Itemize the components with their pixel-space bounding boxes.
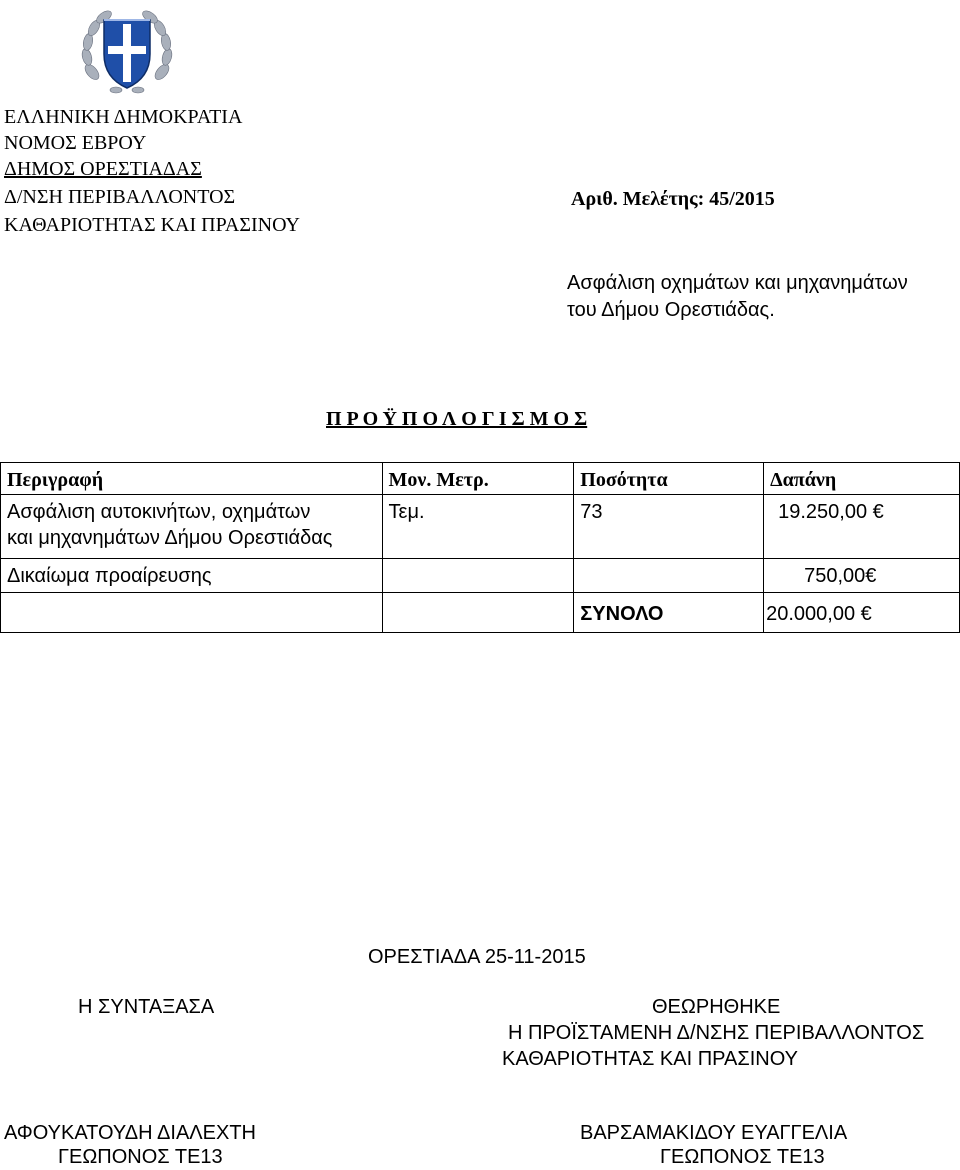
budget-table xyxy=(0,462,960,633)
header-unit: Μον. Μετρ. xyxy=(382,463,574,495)
total-empty-2 xyxy=(382,593,574,633)
table-header-row xyxy=(1,463,960,495)
row1-description xyxy=(1,495,383,559)
table-row xyxy=(1,495,960,559)
row1-description-line1: Ασφάλιση αυτοκινήτων, οχημάτων xyxy=(7,501,311,523)
director-role-cont: ΚΑΘΑΡΙΟΤΗΤΑΣ ΚΑΙ ΠΡΑΣΙΝΟΥ xyxy=(502,1048,798,1070)
author-title: ΓΕΩΠΟΝΟΣ ΤΕ13 xyxy=(58,1146,223,1168)
header-prefecture: ΝΟΜΟΣ ΕΒΡΟΥ xyxy=(4,132,147,154)
row1-description-line2: και μηχανημάτων Δήμου Ορεστιάδας xyxy=(7,527,333,549)
greek-coat-of-arms-emblem xyxy=(78,2,176,100)
header-directorate-cont: ΚΑΘΑΡΙΟΤΗΤΑΣ ΚΑΙ ΠΡΑΣΙΝΟΥ xyxy=(4,214,300,236)
total-label: ΣΥΝΟΛΟ xyxy=(574,593,764,633)
table-total-row xyxy=(1,593,960,633)
director-role: Η ΠΡΟΪΣΤΑΜΕΝΗ Δ/ΝΣΗΣ ΠΕΡΙΒΑΛΛΟΝΤΟΣ xyxy=(508,1022,925,1044)
header-cost: Δαπάνη xyxy=(764,463,960,495)
page-title: Π Ρ Ο Ϋ Π Ο Λ Ο Γ Ι Σ Μ Ο Σ xyxy=(326,408,588,430)
subject-line1: Ασφάλιση οχημάτων και μηχανημάτων xyxy=(567,272,908,294)
row2-description: Δικαίωμα προαίρευσης xyxy=(1,559,383,593)
row1-unit: Τεμ. xyxy=(382,495,574,559)
director-title: ΓΕΩΠΟΝΟΣ ΤΕ13 xyxy=(660,1146,825,1168)
header-quantity: Ποσότητα xyxy=(574,463,764,495)
subject-line2: του Δήμου Ορεστιάδας. xyxy=(567,299,775,321)
place-date: ΟΡΕΣΤΙΑΔΑ 25-11-2015 xyxy=(368,946,586,968)
header-description: Περιγραφή xyxy=(1,463,383,495)
author-role: Η ΣΥΝΤΑΞΑΣΑ xyxy=(78,996,215,1018)
header-municipality: ΔΗΜΟΣ ΟΡΕΣΤΙΑΔΑΣ xyxy=(4,158,202,180)
header-country: ΕΛΛΗΝΙΚΗ ΔΗΜΟΚΡΑΤΙΑ xyxy=(4,106,243,128)
author-name: ΑΦΟΥΚΑΤΟΥΔΗ ΔΙΑΛΕΧΤΗ xyxy=(4,1122,257,1144)
table-row xyxy=(1,559,960,593)
approval-label: ΘΕΩΡΗΘΗΚΕ xyxy=(652,996,781,1018)
row1-quantity: 73 xyxy=(574,495,764,559)
total-empty-1 xyxy=(1,593,383,633)
director-name: ΒΑΡΣΑΜΑΚΙΔΟΥ ΕΥΑΓΓΕΛΙΑ xyxy=(580,1122,848,1144)
total-cost: 20.000,00 € xyxy=(764,593,960,633)
row2-quantity xyxy=(574,559,764,593)
row2-unit xyxy=(382,559,574,593)
row1-cost: 19.250,00 € xyxy=(764,495,960,559)
header-directorate: Δ/ΝΣΗ ΠΕΡΙΒΑΛΛΟΝΤΟΣ xyxy=(4,186,236,208)
row2-cost: 750,00€ xyxy=(764,559,960,593)
study-number: Αριθ. Μελέτης: 45/2015 xyxy=(571,188,775,210)
